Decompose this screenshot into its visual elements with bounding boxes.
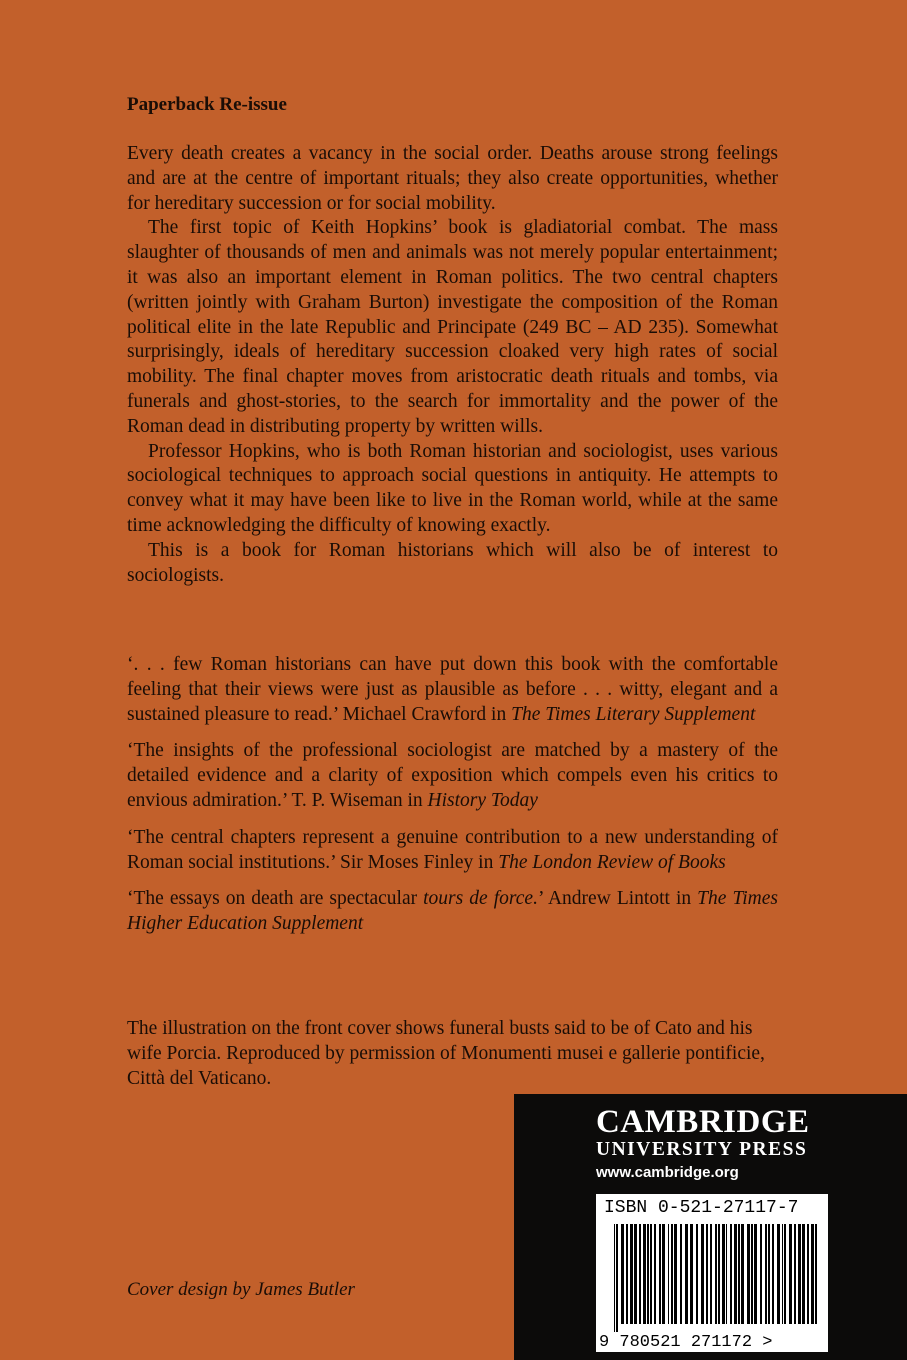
- blurb-paragraph: The first topic of Keith Hopkins’ book is gladiatorial combat. The mass slaughter of thousands of men and animals was not merely popular entertainment; it was also an important element in Roman politics. The two central chapters (written jointly with Graham Burton) investigate the composition of the Roman political elite in the late Republic and Principate (249 BC – AD 235). Somewhat surprisingly, ideals of hereditary succession cloaked very high rates of social mobility. The final chapter moves from aristocratic death rituals and tombs, via funerals and ghost-stories, to the search for immortality and the power of the Roman dead in distributing property by written wills.: [127, 217, 778, 437]
- quote-text: ‘The insights of the professional sociologist are matched by a mastery of the detailed evidence and a clarity of exposition which compels even his critics to envious admiration.’ T. P. Wiseman in: [127, 740, 778, 811]
- quote-source: The Times Higher Education Supplement: [127, 888, 778, 935]
- blurb-paragraph: This is a book for Roman historians which will also be of interest to sociologists.: [127, 539, 778, 586]
- barcode-bar: [647, 1224, 649, 1324]
- barcode-bar: [674, 1224, 677, 1324]
- barcode-bar: [794, 1224, 796, 1324]
- isbn-label: ISBN 0-521-27117-7: [604, 1198, 799, 1218]
- quote-source: The Times Literary Supplement: [511, 703, 756, 725]
- review-quote: [127, 887, 778, 937]
- barcode-bar: [802, 1224, 805, 1324]
- barcode-bar: [718, 1224, 720, 1324]
- barcode-bar: [734, 1224, 737, 1324]
- barcode-bar: [782, 1224, 783, 1324]
- barcode-bar: [789, 1224, 792, 1324]
- quote-text: ‘. . . few Roman historians can have put down this book with the comfortable feeling that their views were just as plausible as before . . . witty, elegant and a sustained pleasure to read.’ Michael Crawford in: [127, 654, 778, 725]
- publisher-url: www.cambridge.org: [596, 1164, 739, 1181]
- barcode-bar: [701, 1224, 704, 1324]
- review-quote: [127, 653, 778, 727]
- barcode-bar: [621, 1224, 624, 1324]
- barcode-bar: [751, 1224, 753, 1324]
- barcode-bar: [747, 1224, 750, 1324]
- barcode-bar: [650, 1224, 652, 1324]
- barcode-bar: [777, 1224, 780, 1324]
- barcode-bar: [768, 1224, 770, 1324]
- barcode-bar: [726, 1224, 727, 1324]
- barcode-bar: [616, 1224, 618, 1332]
- barcode-bar: [654, 1224, 656, 1324]
- barcode-bar: [754, 1224, 757, 1324]
- publisher-panel: [514, 1094, 907, 1360]
- barcode-bar: [738, 1224, 740, 1324]
- blurb-paragraph: Professor Hopkins, who is both Roman historian and sociologist, uses various sociological techniques to approach social questions in antiquity. He attempts to convey what it may have been like to live in the Roman world, while at the same time acknowledging the difficulty of knowing exactly.: [127, 440, 778, 536]
- isbn-barcode: [596, 1194, 828, 1352]
- cover-design-credit: Cover design by James Butler: [127, 1279, 355, 1300]
- quote-text: ‘The central chapters represent a genuine contribution to a new understanding of Roman social institutions.’ Sir Moses Finley in: [127, 826, 778, 873]
- review-quotes: [127, 653, 778, 949]
- quote-text: ‘The essays on death are spectacular: [127, 888, 424, 910]
- barcode-bar: [685, 1224, 688, 1324]
- barcode-bar: [671, 1224, 673, 1324]
- barcode-bar: [760, 1224, 762, 1324]
- barcode-bar: [765, 1224, 767, 1324]
- barcode-bar: [696, 1224, 698, 1324]
- barcode-bar: [643, 1224, 646, 1324]
- quote-source: History Today: [427, 789, 538, 811]
- quote-source: The London Review of Books: [498, 851, 726, 873]
- barcode-bar: [639, 1224, 641, 1324]
- publisher-press: UNIVERSITY PRESS: [596, 1139, 808, 1160]
- barcode-bar: [659, 1224, 661, 1324]
- reissue-heading: Paperback Re-issue: [127, 94, 287, 115]
- barcode-bar: [614, 1224, 615, 1332]
- barcode-bar: [690, 1224, 693, 1324]
- blurb-paragraph: Every death creates a vacancy in the social order. Deaths arouse strong feelings and are at the centre of important rituals; they also create opportunities, whether for hereditary succession or for social mobility.: [127, 143, 778, 214]
- barcode-bar: [680, 1224, 682, 1324]
- barcode-bar: [715, 1224, 717, 1324]
- barcode-digits: 9 780521 271172 >: [599, 1333, 773, 1352]
- barcode-bar: [668, 1224, 669, 1324]
- barcode-bar: [730, 1224, 732, 1324]
- barcode-icon: [596, 1194, 828, 1352]
- barcode-bar: [807, 1224, 809, 1324]
- quote-text: ’ Andrew Lintott in: [537, 888, 698, 910]
- barcode-bar: [662, 1224, 665, 1324]
- barcode-bar: [741, 1224, 744, 1324]
- barcode-bar: [722, 1224, 725, 1324]
- illustration-credit: The illustration on the front cover shows funeral busts said to be of Cato and his wife Porcia. Reproduced by permission of Monumenti musei e gallerie pontificie, Città del Vaticano.: [127, 1018, 765, 1089]
- barcode-bar: [798, 1224, 801, 1324]
- barcode-bar: [772, 1224, 774, 1324]
- barcode-bar: [784, 1224, 786, 1324]
- review-quote: [127, 826, 778, 876]
- barcode-bar: [634, 1224, 637, 1324]
- barcode-bar: [710, 1224, 712, 1324]
- review-quote: [127, 739, 778, 813]
- barcode-bar: [815, 1224, 817, 1324]
- barcode-bar: [811, 1224, 814, 1324]
- barcode-bar: [706, 1224, 708, 1324]
- publisher-name: CAMBRIDGE: [596, 1104, 810, 1140]
- book-blurb: [127, 142, 778, 588]
- barcode-bar: [626, 1224, 628, 1324]
- quote-emphasis: tours de force.: [423, 888, 538, 910]
- barcode-bar: [630, 1224, 633, 1324]
